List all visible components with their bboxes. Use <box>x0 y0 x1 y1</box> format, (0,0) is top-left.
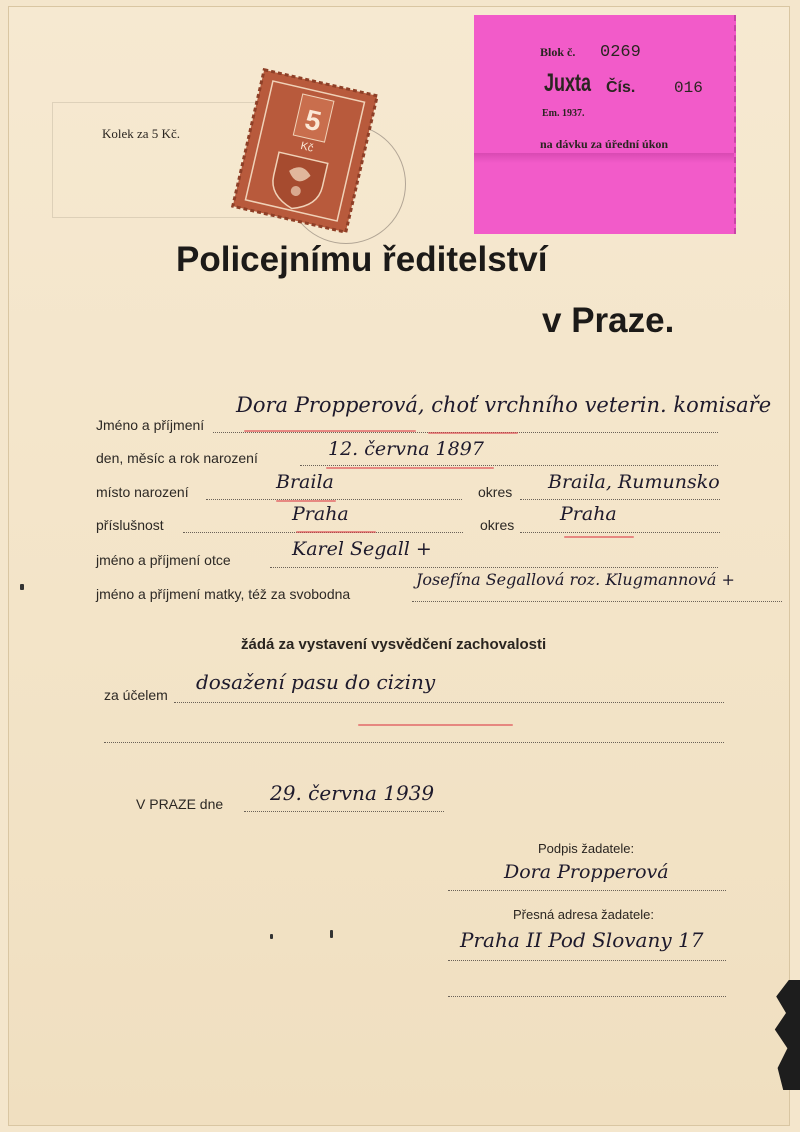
birth-value: 12. června 1897 <box>328 438 484 460</box>
date-label <box>136 796 223 812</box>
ticket-perforation <box>474 153 734 163</box>
father-label: jméno a příjmení otce <box>96 552 231 568</box>
date-value: 29. června 1939 <box>270 781 435 805</box>
document-page <box>8 6 790 1126</box>
date-label-dne: dne <box>199 796 224 812</box>
purpose-label: za účelem <box>104 687 168 703</box>
name-red-underline <box>244 430 416 432</box>
stamp-value: 5 <box>301 103 325 138</box>
birth-red-underline <box>326 467 494 469</box>
mother-line <box>412 601 782 602</box>
page-title-line2: v Praze. <box>542 301 675 340</box>
purpose-value: dosažení pasu do ciziny <box>196 670 436 694</box>
address-value: Praha II Pod Slovany 17 <box>460 928 704 952</box>
place-value: Braila <box>276 471 334 493</box>
signature-line <box>448 890 726 891</box>
domicile-district-line <box>520 532 720 533</box>
place-district-line <box>520 499 720 500</box>
kolek-label: Kolek za 5 Kč. <box>102 126 180 141</box>
ticket-emission: Em. 1937. <box>542 108 585 119</box>
father-line <box>270 567 718 568</box>
mother-value: Josefína Segallová roz. Klugmannová + <box>416 570 735 589</box>
address-label: Přesná adresa žadatele: <box>513 907 654 922</box>
mother-label: jméno a příjmení matky, též za svobodna <box>96 586 351 602</box>
fee-ticket <box>474 15 736 234</box>
address-line-2 <box>448 996 726 997</box>
domicile-district-value: Praha <box>560 503 617 525</box>
domicile-district-red-underline <box>564 536 634 538</box>
birth-label: den, měsíc a rok narození <box>96 450 258 466</box>
place-red-underline <box>276 500 336 502</box>
date-label-city: V PRAZE <box>136 796 196 812</box>
father-value: Karel Segall + <box>292 538 432 560</box>
purpose-line-2 <box>104 742 724 743</box>
page-title-line1: Policejnímu ředitelství <box>176 240 548 279</box>
ticket-blok-number: 0269 <box>600 43 641 62</box>
stamp-unit: Kč <box>299 140 315 155</box>
domicile-district-label: okres <box>480 517 515 533</box>
purpose-red-underline <box>358 724 513 726</box>
ink-speck <box>330 930 333 938</box>
ink-speck <box>270 934 273 939</box>
domicile-label: příslušnost <box>96 517 164 533</box>
ticket-cis-label: Čís. <box>606 79 636 96</box>
date-line <box>244 811 444 812</box>
purpose-line <box>174 702 724 703</box>
request-statement: žádá za vystavení vysvědčení zachovalosti <box>241 636 547 653</box>
ticket-cis-number: 016 <box>674 79 703 97</box>
ticket-purpose: na dávku za úřední úkon <box>540 137 669 151</box>
place-district-label: okres <box>478 484 513 500</box>
name-red-underline-2 <box>428 432 518 434</box>
domicile-red-underline <box>296 531 376 533</box>
ticket-blok-label: Blok č. <box>540 45 576 59</box>
address-line <box>448 960 726 961</box>
punch-hole-mark <box>20 584 24 590</box>
signature-label: Podpis žadatele: <box>538 841 635 856</box>
ticket-juxta: Juxta <box>544 69 592 97</box>
birth-line <box>300 465 718 466</box>
domicile-value: Praha <box>292 503 349 525</box>
signature-value: Dora Propperová <box>504 861 669 883</box>
name-value: Dora Propperová, choť vrchního veterin. komisaře <box>236 393 772 417</box>
name-label: Jméno a příjmení <box>96 417 205 433</box>
place-label: místo narození <box>96 484 189 500</box>
place-district-value: Braila, Rumunsko <box>548 471 720 493</box>
